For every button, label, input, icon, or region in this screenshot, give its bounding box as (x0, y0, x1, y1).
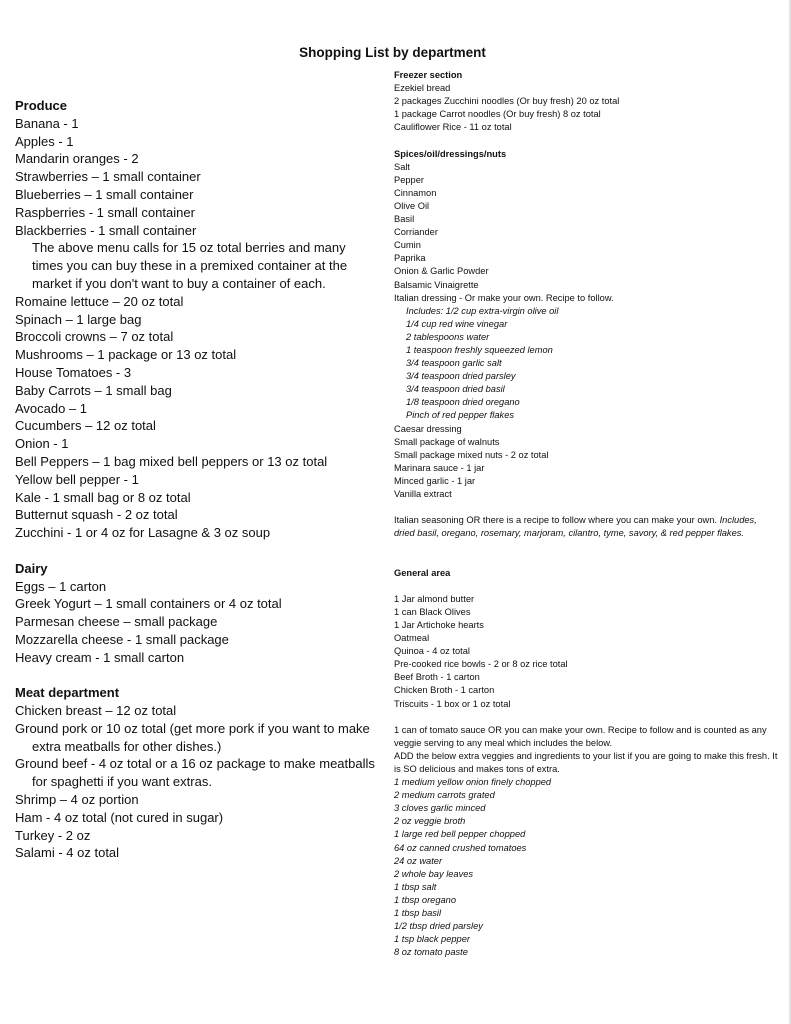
list-item: Corriander (394, 227, 438, 238)
recipe-line: 3 cloves garlic minced (394, 803, 486, 814)
list-item: Onion & Garlic Powder (394, 266, 489, 277)
recipe-line: 64 oz canned crushed tomatoes (394, 842, 527, 853)
recipe-line: Pinch of red pepper flakes (406, 410, 515, 421)
list-item: Quinoa - 4 oz total (394, 646, 470, 657)
list-item: Pre-cooked rice bowls - 2 or 8 oz rice total (394, 659, 568, 670)
list-item: Blackberries - 1 small container (15, 222, 197, 238)
berries-note: The above menu calls for 15 oz total berries and many times you can buy these in a premixed container at the market if you don't want to buy a container of each. (32, 240, 348, 291)
list-item: Triscuits - 1 box or 1 oz total (394, 698, 511, 709)
list-item: Parmesan cheese – small package (15, 614, 218, 630)
list-item: 1 can Black Olives (394, 606, 471, 617)
list-item: 1 Jar Artichoke hearts (394, 619, 484, 630)
list-item: Balsamic Vinaigrette (394, 279, 479, 290)
list-item: Mandarin oranges - 2 (15, 151, 139, 167)
seasoning-includes: Includes, dried basil, oregano, rosemary, marjoram, cilantro, tyme, savory, & red pepper flakes. (394, 515, 757, 539)
list-item: Italian dressing - Or make your own. Recipe to follow. (394, 292, 614, 303)
list-item: Heavy cream - 1 small carton (15, 649, 185, 665)
recipe-line: 8 oz tomato paste (394, 947, 468, 958)
list-item: Yellow bell pepper - 1 (15, 471, 139, 487)
list-item: 1 Jar almond butter (394, 593, 475, 604)
seasoning-note-text: Italian seasoning OR there is a recipe to follow where you can make your own. (394, 515, 717, 526)
freezer-heading: Freezer section (394, 70, 463, 80)
list-item: Olive Oil (394, 200, 430, 211)
right-column (394, 69, 779, 959)
recipe-line: 24 oz water (394, 855, 443, 866)
list-item: Cinnamon (394, 187, 437, 198)
list-item: Zucchini - 1 or 4 oz for Lasagne & 3 oz soup (15, 525, 271, 541)
recipe-line: 1 large red bell pepper chopped (394, 829, 526, 840)
list-item: Turkey - 2 oz (15, 827, 91, 843)
tomato-sauce-note: 1 can of tomato sauce OR you can make your own. Recipe to follow and is counted as any veggie serving to any meal which includes the below. (394, 724, 767, 748)
recipe-line: Includes: 1/2 cup extra-virgin olive oil (406, 305, 559, 316)
list-item: Strawberries – 1 small container (15, 169, 201, 185)
list-item: Cauliflower Rice - 11 oz total (394, 122, 512, 133)
seasoning-note (394, 514, 779, 540)
list-item: Ground beef - 4 oz total or a 16 oz package to make meatballs for spaghetti if you want extras. (15, 756, 375, 790)
list-item: Butternut squash - 2 oz total (15, 507, 178, 523)
recipe-line: 1/8 teaspoon dried oregano (406, 397, 520, 408)
list-item: Basil (394, 214, 415, 225)
list-item: Broccoli crowns – 7 oz total (15, 329, 174, 345)
list-item: Eggs – 1 carton (15, 578, 107, 594)
list-item: Blueberries – 1 small container (15, 186, 194, 202)
list-item: 2 packages Zucchini noodles (Or buy fresh) 20 oz total (394, 96, 620, 107)
page-title: Shopping List by department (299, 45, 486, 60)
list-item: Chicken breast – 12 oz total (15, 703, 177, 719)
list-item: Mozzarella cheese - 1 small package (15, 631, 229, 647)
list-item: Apples - 1 (15, 133, 74, 149)
list-item: Cumin (394, 240, 421, 251)
add-veggies-note: ADD the below extra veggies and ingredients to your list if you are going to make this fresh. It is SO delicious and makes tons of extra. (394, 750, 778, 774)
list-item: Avocado – 1 (15, 400, 88, 416)
list-item: Kale - 1 small bag or 8 oz total (15, 489, 191, 505)
recipe-line: 2 oz veggie broth (394, 816, 466, 827)
list-item: Raspberries - 1 small container (15, 204, 195, 220)
recipe-line: 1/4 cup red wine vinegar (406, 318, 508, 329)
list-item: Beef Broth - 1 carton (394, 672, 480, 683)
list-item: Baby Carrots – 1 small bag (15, 382, 172, 398)
list-item: 1 package Carrot noodles (Or buy fresh) 8 oz total (394, 109, 601, 120)
recipe-line: 3/4 teaspoon dried parsley (406, 371, 516, 382)
list-item: Minced garlic - 1 jar (394, 475, 476, 486)
list-item: Pepper (394, 174, 424, 185)
list-item: Vanilla extract (394, 489, 452, 499)
list-item: Small package mixed nuts - 2 oz total (394, 449, 549, 460)
list-item: Chicken Broth - 1 carton (394, 685, 495, 696)
list-item: Paprika (394, 253, 426, 264)
list-item: Ground pork or 10 oz total (get more pork if you want to make extra meatballs for other dishes.) (15, 720, 370, 754)
produce-heading: Produce (15, 98, 68, 113)
recipe-line: 1 tsp black pepper (394, 934, 470, 945)
list-item: Onion - 1 (15, 436, 69, 452)
recipe-line: 1 teaspoon freshly squeezed lemon (406, 344, 553, 355)
list-item: Shrimp – 4 oz portion (15, 792, 139, 808)
dairy-heading: Dairy (15, 560, 48, 576)
recipe-line: 1 medium yellow onion finely chopped (394, 777, 552, 788)
recipe-line: 1 tbsp basil (394, 908, 442, 918)
list-item: House Tomatoes - 3 (15, 364, 132, 380)
list-item: Banana - 1 (15, 115, 79, 131)
recipe-line: 3/4 teaspoon dried basil (406, 384, 505, 395)
list-item: Mushrooms – 1 package or 13 oz total (15, 347, 237, 363)
list-item: Marinara sauce - 1 jar (394, 462, 485, 473)
list-item: Ham - 4 oz total (not cured in sugar) (15, 809, 224, 825)
list-item: Spinach – 1 large bag (15, 311, 142, 327)
meat-heading: Meat department (15, 685, 120, 701)
list-item: Oatmeal (394, 633, 430, 644)
list-item: Ezekiel bread (394, 83, 451, 94)
list-item: Greek Yogurt – 1 small containers or 4 oz total (15, 596, 282, 612)
list-item: Small package of walnuts (394, 436, 500, 447)
list-item: Caesar dressing (394, 423, 462, 434)
list-item: Bell Peppers – 1 bag mixed bell peppers or 13 oz total (15, 453, 328, 469)
recipe-line: 2 tablespoons water (406, 331, 490, 342)
list-item: Cucumbers – 12 oz total (15, 418, 156, 434)
recipe-line: 1 tbsp oregano (394, 894, 457, 905)
recipe-line: 2 whole bay leaves (394, 868, 474, 879)
list-item: Romaine lettuce – 20 oz total (15, 293, 184, 309)
left-column (15, 97, 380, 862)
list-item: Salt (394, 161, 411, 172)
spices-heading: Spices/oil/dressings/nuts (394, 148, 507, 159)
general-heading: General area (394, 567, 451, 578)
list-item: Salami - 4 oz total (15, 845, 120, 861)
recipe-line: 1/2 tbsp dried parsley (394, 921, 483, 932)
recipe-line: 1 tbsp salt (394, 881, 437, 892)
recipe-line: 2 medium carrots grated (394, 790, 495, 801)
recipe-line: 3/4 teaspoon garlic salt (406, 358, 502, 369)
